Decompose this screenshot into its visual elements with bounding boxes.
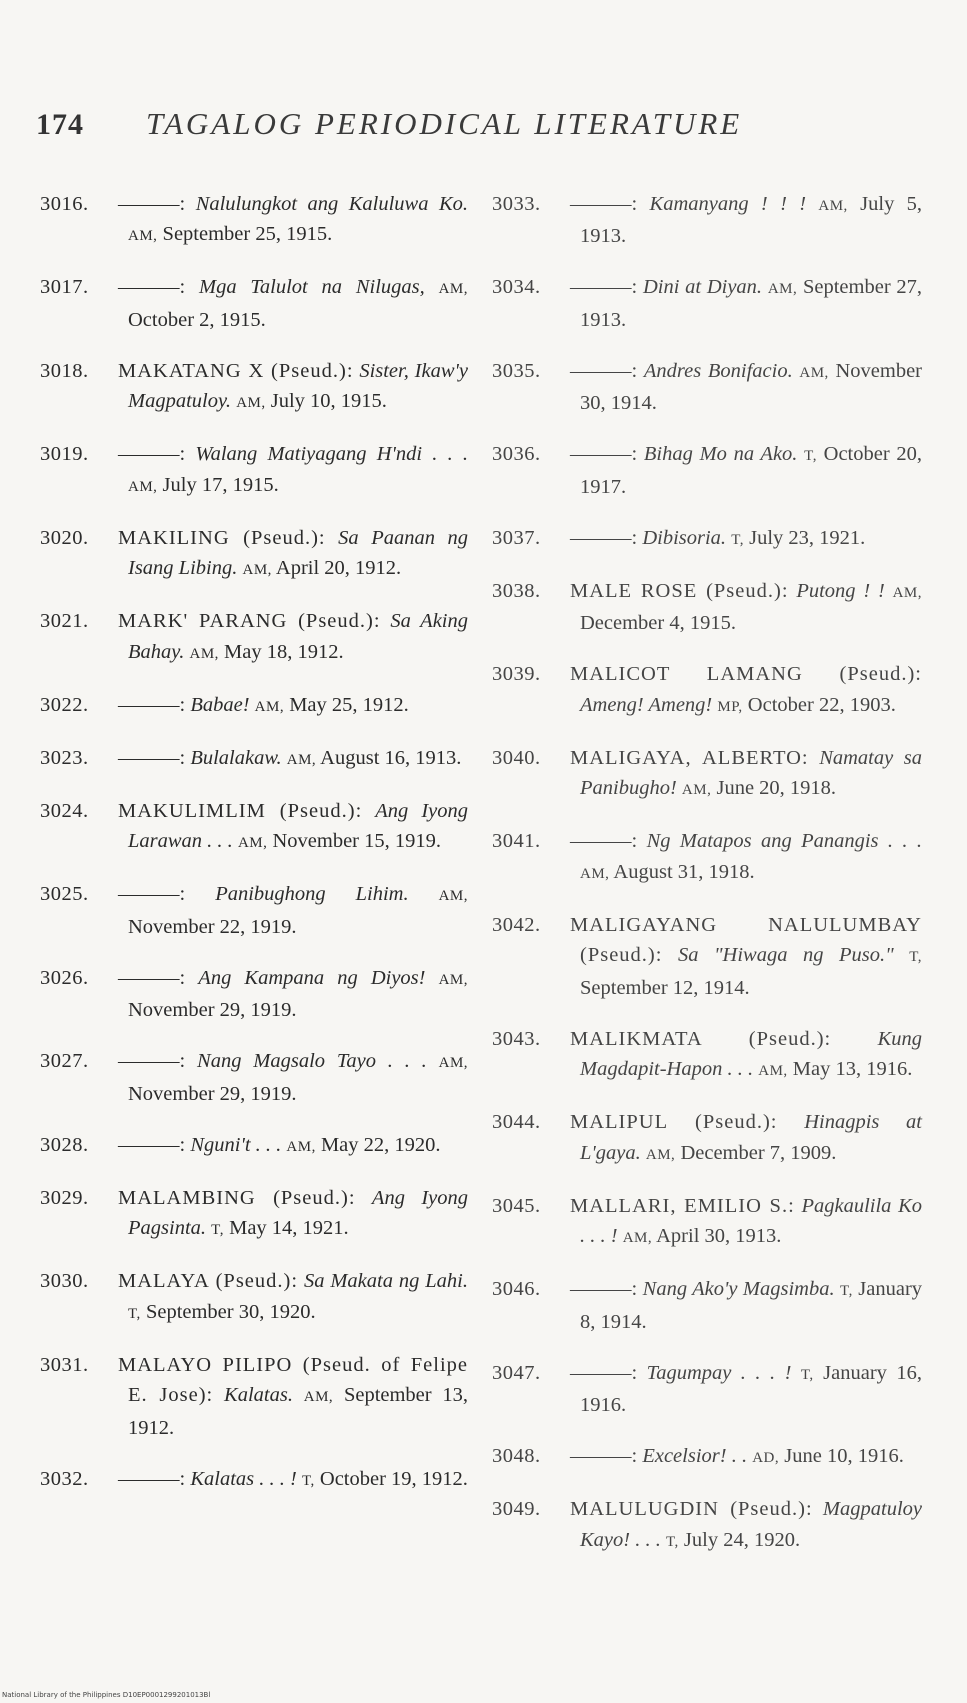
entry-title: Andres Bonifacio. [643, 359, 793, 382]
entry-title: Kung Magdapit-Hapon . . . [580, 1027, 923, 1080]
entry-author: MALIGAYA, ALBERTO: [570, 746, 809, 769]
entry-author: ———: [570, 192, 638, 215]
bibliography-entry [40, 1266, 468, 1329]
entry-author: MALIKMATA (Pseud.): [570, 1027, 832, 1050]
entry-title: Ang Iyong Larawan . . . [128, 799, 468, 852]
entry-author: MALICOT LAMANG (Pseud.): [570, 663, 922, 685]
entry-date: April 30, 1913. [656, 1225, 782, 1247]
entry-title: Magpatuloy Kayo! . . . [580, 1498, 922, 1551]
entry-title: Ang Iyong Pagsinta. [128, 1186, 468, 1239]
entry-date: January 8, 1914. [580, 1278, 923, 1333]
entry-source: AM, [681, 782, 712, 798]
entry-date: September 12, 1914. [580, 976, 750, 999]
entry-source: AM, [189, 645, 219, 662]
entry-number: 3048. [492, 1445, 541, 1467]
entry-title: Putong ! ! [796, 579, 885, 602]
entry-date: August 16, 1913. [320, 746, 462, 769]
entry-title: Babae! [190, 693, 250, 716]
entry-source: AM, [799, 364, 829, 381]
entry-author: ———: [118, 443, 186, 465]
entry-date: December 4, 1915. [580, 612, 736, 634]
entry-source: T, [665, 1533, 679, 1550]
entry-date: September 27, 1913. [580, 276, 923, 331]
entry-number: 3042. [492, 913, 541, 936]
entry-number: 3026. [40, 966, 89, 989]
entry-number: 3021. [40, 610, 89, 632]
bibliography-entry [40, 796, 468, 859]
entry-title: Namatay sa Panibugho! [580, 746, 922, 799]
entry-title: Sa Makata ng Lahi. [303, 1270, 469, 1292]
entry-source: AM, [892, 584, 923, 601]
entry-number: 3039. [492, 663, 541, 685]
entry-source: T, [804, 448, 817, 464]
entry-author: ———: [118, 1467, 186, 1490]
entry-author: ———: [118, 1133, 186, 1156]
entry-author: ———: [570, 1361, 638, 1384]
bibliography-entry [492, 439, 922, 502]
entry-title: Bulalakaw. [190, 746, 282, 769]
entry-date: December 7, 1909. [680, 1141, 837, 1164]
bibliography-entry [492, 910, 922, 1004]
entry-number: 3046. [492, 1278, 541, 1300]
entry-author: ———: [570, 276, 638, 298]
bibliography-entry [492, 189, 922, 252]
entry-number: 3035. [492, 359, 541, 382]
entry-author: MALULUGDIN (Pseud.): [570, 1498, 813, 1520]
entry-title: Ameng! Ameng! [580, 693, 713, 716]
entry-title: Hinagpis at L'gaya. [580, 1111, 922, 1164]
entry-date: July 17, 1915. [162, 473, 279, 496]
entry-source: T, [731, 531, 744, 548]
page-number: 174 [36, 108, 84, 141]
entry-number: 3031. [40, 1353, 89, 1376]
left-column [40, 168, 468, 1507]
entry-date: September 25, 1915. [162, 223, 333, 245]
entry-source: AM, [758, 1063, 788, 1079]
entry-title: Kalatas . . . ! [190, 1467, 297, 1490]
bibliography-entry [492, 1441, 922, 1474]
entry-author: MAKULIMLIM (Pseud.): [118, 799, 363, 822]
bibliography-entry [40, 439, 468, 502]
entry-number: 3023. [40, 746, 89, 769]
entry-source: AD, [752, 1450, 780, 1466]
entry-number: 3027. [40, 1050, 89, 1072]
entry-title: Sa "Hiwaga ng Puso." [677, 944, 894, 966]
entry-number: 3047. [492, 1361, 541, 1384]
entry-date: January 16, 1916. [580, 1361, 922, 1416]
entry-author: ———: [118, 746, 186, 769]
entry-source: AM, [254, 698, 285, 715]
entry-source: T, [800, 1366, 814, 1383]
entry-title: Nang Magsalo Tayo . . . [197, 1050, 427, 1072]
entry-title: Ang Kampana ng Diyos! [198, 966, 426, 989]
entry-title: Walang Matiyagang H'ndi . . . [195, 443, 469, 465]
entry-author: ———: [118, 693, 186, 716]
bibliography-entry [492, 1107, 922, 1170]
entry-number: 3017. [40, 276, 89, 298]
bibliography-entry [492, 356, 922, 419]
bibliography-entry [40, 879, 468, 942]
entry-author: MAKILING (Pseud.): [118, 526, 326, 549]
entry-date: July 5, 1913. [580, 192, 923, 247]
entry-number: 3024. [40, 799, 89, 822]
bibliography-entry [492, 272, 922, 335]
entry-source: AM, [242, 562, 272, 578]
right-column [492, 168, 922, 1568]
entry-source: AM, [236, 395, 266, 411]
bibliography-entry [40, 272, 468, 335]
entry-title: Nguni't . . . [190, 1133, 282, 1156]
entry-date: May 22, 1920. [320, 1133, 441, 1156]
bibliography-entry [492, 1358, 922, 1421]
entry-number: 3037. [492, 526, 541, 549]
bibliography-entry [40, 356, 468, 419]
entry-date: October 2, 1915. [128, 308, 266, 331]
entry-title: Sa Aking Bahay. [128, 610, 469, 663]
entry-source: AM, [438, 281, 469, 297]
entry-date: July 23, 1921. [749, 526, 866, 549]
entry-title: Ng Matapos ang Panangis . . . [646, 830, 923, 852]
entry-title: Kalatas. [224, 1384, 293, 1406]
entry-source: T, [301, 1472, 315, 1489]
entry-author: ———: [118, 1050, 186, 1072]
entry-number: 3043. [492, 1027, 541, 1050]
entry-author: ———: [118, 883, 186, 905]
entry-title: Tagumpay . . . ! [646, 1361, 792, 1384]
entry-number: 3040. [492, 746, 541, 769]
entry-source: AM, [237, 835, 268, 851]
bibliography-entry [40, 963, 468, 1026]
entry-title: Dini at Diyan. [642, 276, 763, 298]
entry-number: 3032. [40, 1467, 89, 1490]
bibliography-entry [492, 659, 922, 722]
entry-author: ———: [570, 1445, 638, 1467]
entry-author: ———: [570, 526, 638, 549]
bibliography-entry [492, 1494, 922, 1557]
entry-title: Sa Paanan ng Isang Libing. [128, 526, 468, 579]
entry-author: MALAYO PILIPO (Pseud. of Felipe E. Jose): [118, 1353, 468, 1406]
entry-number: 3036. [492, 443, 541, 465]
entry-source: AM, [303, 1389, 334, 1405]
entry-source: MP, [717, 698, 743, 715]
entry-number: 3019. [40, 443, 89, 465]
bibliography-entry [492, 1274, 922, 1337]
bibliography-entry [40, 1130, 468, 1163]
entry-source: AM, [286, 1138, 316, 1155]
bibliography-entry [492, 523, 922, 556]
entry-source: AM, [622, 1230, 653, 1246]
entry-author: MAKATANG X (Pseud.): [118, 359, 354, 382]
entry-number: 3018. [40, 359, 89, 382]
entry-number: 3038. [492, 579, 541, 602]
entry-author: MALE ROSE (Pseud.): [570, 579, 789, 602]
entry-date: October 22, 1903. [747, 693, 896, 716]
entry-source: AM, [128, 478, 158, 495]
entry-date: September 30, 1920. [145, 1300, 316, 1323]
bibliography-entry [40, 1046, 468, 1109]
entry-author: ———: [570, 443, 638, 465]
entry-number: 3016. [40, 192, 89, 215]
entry-author: ———: [118, 192, 186, 215]
entry-number: 3029. [40, 1186, 89, 1209]
entry-author: MALAYA (Pseud.): [118, 1270, 299, 1292]
entry-date: November 30, 1914. [580, 359, 922, 414]
entry-source: T, [840, 1283, 853, 1299]
entry-number: 3045. [492, 1194, 541, 1217]
entry-number: 3033. [492, 192, 541, 215]
entry-source: AM, [286, 751, 317, 768]
entry-date: August 31, 1918. [613, 860, 755, 883]
entry-number: 3049. [492, 1498, 541, 1520]
entry-date: May 14, 1921. [229, 1217, 349, 1239]
entry-date: November 29, 1919. [128, 999, 297, 1021]
entry-date: May 25, 1912. [289, 693, 409, 716]
entry-source: AM, [128, 228, 158, 244]
entry-source: AM, [438, 971, 468, 988]
entry-author: MALAMBING (Pseud.): [118, 1186, 356, 1209]
entry-title: Excelsior! . . [642, 1445, 748, 1467]
entry-author: MALLARI, EMILIO S.: [570, 1194, 795, 1217]
entry-title: Nang Ako'y Magsimba. [642, 1278, 835, 1300]
bibliography-entry [492, 826, 922, 889]
bibliography-entry [40, 743, 468, 776]
entry-source: AM, [438, 1055, 469, 1071]
entry-author: ———: [570, 359, 638, 382]
entry-title: Pagkaulila Ko . . . ! [580, 1194, 922, 1247]
entry-source: T, [128, 1305, 141, 1322]
footer-stamp: National Library of the Philippines D10EP0001299201013Bl [2, 1691, 211, 1699]
entry-date: May 18, 1912. [224, 640, 344, 663]
bibliography-entry [40, 1350, 468, 1444]
entry-date: September 13, 1912. [128, 1384, 469, 1439]
entry-date: June 20, 1918. [716, 777, 837, 799]
entry-number: 3020. [40, 526, 89, 549]
entry-title: Panibughong Lihim. [215, 883, 409, 905]
entry-number: 3028. [40, 1133, 89, 1156]
entry-source: AM, [580, 865, 610, 882]
bibliography-entry [40, 1464, 468, 1497]
entry-author: ———: [570, 1278, 638, 1300]
entry-title: Bihag Mo na Ako. [643, 443, 798, 465]
entry-author: ———: [118, 966, 186, 989]
entry-number: 3030. [40, 1270, 89, 1292]
entry-source: AM, [767, 281, 798, 297]
entry-source: T, [909, 949, 923, 965]
bibliography-entry [492, 743, 922, 806]
entry-date: November 29, 1919. [128, 1082, 297, 1105]
entry-title: Sister, Ikaw'y Magpatuloy. [128, 359, 468, 412]
entry-date: April 20, 1912. [275, 557, 402, 579]
entry-title: Nalulungkot ang Kaluluwa Ko. [195, 192, 469, 215]
entry-title: Kamanyang ! ! ! [649, 192, 807, 215]
entry-date: October 20, 1917. [580, 443, 923, 498]
bibliography-entry [40, 606, 468, 669]
entry-number: 3022. [40, 693, 89, 716]
bibliography-entry [40, 690, 468, 723]
bibliography-entry [40, 523, 468, 586]
entry-source: T, [211, 1222, 224, 1238]
entry-date: October 19, 1912. [319, 1467, 468, 1490]
entry-author: ———: [118, 276, 186, 298]
entry-title: Mga Talulot na Nilugas, [199, 276, 425, 298]
bibliography-entry [40, 189, 468, 252]
entry-author: ———: [570, 830, 638, 852]
entry-title: Dibisoria. [642, 526, 727, 549]
entry-number: 3025. [40, 883, 89, 905]
running-head [36, 106, 936, 150]
bibliography-entry [492, 1191, 922, 1254]
entry-number: 3034. [492, 276, 541, 298]
entry-date: July 10, 1915. [270, 390, 387, 412]
entry-source: AM, [645, 1146, 676, 1163]
running-title: TAGALOG PERIODICAL LITERATURE [146, 106, 743, 141]
entry-author: MALIPUL (Pseud.): [570, 1111, 778, 1133]
entry-date: November 22, 1919. [128, 915, 297, 938]
entry-author: MARK' PARANG (Pseud.): [118, 610, 381, 632]
entry-author: MALIGAYANG NALULUMBAY (Pseud.): [570, 913, 922, 966]
entry-date: July 24, 1920. [683, 1528, 801, 1551]
entry-date: June 10, 1916. [784, 1445, 904, 1467]
entry-source: AM, [818, 197, 848, 214]
entry-date: May 13, 1916. [792, 1058, 913, 1080]
bibliography-entry [492, 576, 922, 639]
entry-number: 3041. [492, 830, 541, 852]
entry-number: 3044. [492, 1111, 541, 1133]
bibliography-entry [492, 1024, 922, 1087]
bibliography-entry [40, 1183, 468, 1246]
entry-date: November 15, 1919. [272, 830, 442, 852]
entry-source: AM, [438, 888, 469, 904]
